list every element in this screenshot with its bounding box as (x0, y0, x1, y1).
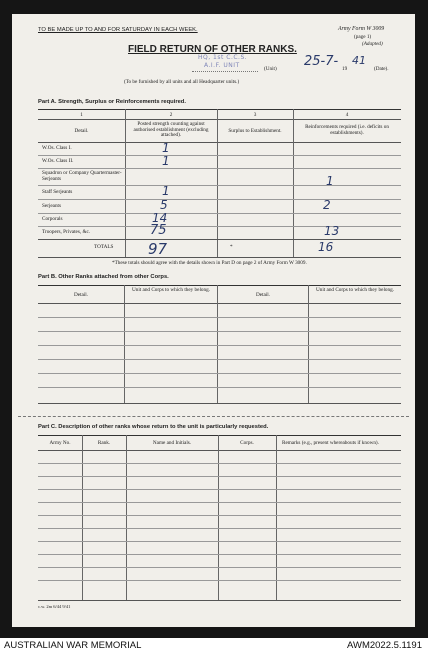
adapted-label: (Adapted) (362, 41, 383, 47)
row-reinf-sjt: 2 (323, 198, 331, 212)
row-label-sjt: Serjeants (42, 203, 62, 209)
part-c-row-divider (38, 502, 401, 503)
form-subtitle: (To be furnished by all units and all Headquarter units.) (124, 79, 240, 85)
part-a-bottom-rule (38, 257, 401, 258)
part-c-col-remarks: Remarks (e.g., present whereabouts if known). (282, 440, 379, 446)
row-label-pte: Troopers, Privates, &c. (42, 229, 91, 235)
part-b-vline-3 (308, 285, 309, 403)
part-b-row-divider (38, 317, 401, 318)
row-divider (38, 185, 401, 186)
part-c-row-divider (38, 580, 401, 581)
part-c-row-divider (38, 515, 401, 516)
form-id: Army Form W 3009 (338, 26, 385, 32)
unit-stamp-line2: A.I.F. UNIT (204, 62, 240, 69)
row-posted-cpl: 14 (152, 211, 168, 225)
row-reinf-pte: 13 (324, 224, 340, 238)
col-header-reinforcements: Reinforcements required (i.e. deficits on establishments). (305, 124, 389, 136)
archive-id: AWM2022.5.1191 (347, 640, 422, 651)
part-b-vline-1 (124, 285, 125, 403)
part-c-row-divider (38, 476, 401, 477)
part-b-vline-2 (217, 285, 218, 403)
row-posted-wo1: 1 (162, 141, 170, 155)
row-divider (38, 168, 401, 169)
part-c-top-rule (38, 435, 401, 436)
part-c-row-divider (38, 463, 401, 464)
part-c-row-divider (38, 528, 401, 529)
part-b-bottom-rule (38, 403, 401, 404)
part-b-col-detail-2: Detail. (256, 292, 270, 298)
part-b-row-divider (38, 331, 401, 332)
part-b-col-detail-1: Detail. (74, 292, 88, 298)
row-posted-staff-sjt: 1 (162, 184, 170, 198)
part-c-header-rule (38, 450, 401, 451)
part-b-row-divider (38, 345, 401, 346)
part-c-row-divider (38, 489, 401, 490)
part-a-vline-3 (293, 109, 294, 257)
part-c-bottom-rule (38, 600, 401, 601)
row-label-cpl: Corporals (42, 216, 63, 222)
form-title: FIELD RETURN OF OTHER RANKS. (128, 44, 297, 55)
part-c-col-corps: Corps. (240, 440, 254, 446)
row-divider (38, 213, 401, 214)
part-b-col-unit-2: Unit and Corps to which they belong. (316, 287, 394, 293)
handwritten-date: 25-7- (304, 54, 339, 69)
col-num-2: 2 (169, 112, 173, 118)
part-b-row-divider (38, 373, 401, 374)
col-num-1: 1 (80, 112, 83, 118)
part-c-row-divider (38, 541, 401, 542)
date-label: (Date). (374, 66, 389, 72)
col-header-posted: Posted strength counting against authorised establishment (excluding attached). (133, 121, 209, 139)
part-a-footnote: *These totals should agree with the details shown in Part D on page 2 of Army Form W 3009. (112, 260, 307, 266)
perforation-line (18, 416, 409, 417)
col-num-3: 3 (253, 112, 257, 118)
unit-dotted-line (192, 71, 258, 72)
part-c-vline-3 (218, 435, 219, 600)
part-c-row-divider (38, 567, 401, 568)
row-divider (38, 155, 401, 156)
row-divider (38, 199, 401, 200)
row-label-staff-sjt: Staff Serjeants (42, 189, 73, 195)
col-num-rule (38, 119, 401, 120)
row-label-wo1: W.Os. Class I. (42, 145, 72, 151)
header-rule (38, 142, 401, 143)
totals-surplus: * (230, 244, 233, 250)
part-a-top-rule (38, 109, 401, 110)
row-label-cqms: Squadron or Company Quartermaster-Serjeants (42, 170, 122, 182)
unit-stamp-line1: HQ, 1st C.C.S. (198, 54, 248, 61)
row-posted-sjt: 5 (160, 198, 168, 212)
col-num-4: 4 (345, 112, 349, 118)
col-header-detail: Detail. (74, 128, 89, 134)
part-c-row-divider (38, 554, 401, 555)
form-page: (page 1) (354, 34, 372, 40)
archive-name: AUSTRALIAN WAR MEMORIAL (4, 640, 142, 651)
totals-label: TOTALS (94, 244, 114, 250)
part-c-vline-4 (276, 435, 277, 600)
part-b-heading: Part B. Other Ranks attached from other Corps. (38, 274, 169, 280)
row-divider (38, 226, 401, 227)
totals-reinf: 16 (318, 240, 334, 254)
row-posted-wo2: 1 (162, 154, 170, 168)
unit-label: (Unit) (264, 66, 277, 72)
part-a-vline-2 (217, 109, 218, 257)
part-c-vline-2 (126, 435, 127, 600)
part-a-heading: Part A. Strength, Surplus or Reinforcements required. (38, 99, 186, 105)
part-c-heading: Part C. Description of other ranks whose return to the unit is particularly requested. (38, 424, 269, 430)
archive-footer (0, 638, 428, 653)
row-posted-pte: 75 (150, 223, 167, 238)
part-a-vline-1 (125, 109, 126, 257)
form-sheet (12, 14, 415, 627)
row-reinf-cqms: 1 (326, 174, 334, 188)
part-c-col-army-no: Army No. (49, 440, 71, 446)
part-b-row-divider (38, 359, 401, 360)
part-b-header-rule (38, 303, 401, 304)
part-b-row-divider (38, 387, 401, 388)
part-b-top-rule (38, 285, 401, 286)
row-label-wo2: W.Os. Class II. (42, 158, 74, 164)
print-code: c.w. 2m 6/44 9/41 (38, 604, 71, 609)
totals-posted: 97 (148, 240, 168, 258)
part-c-col-name: Name and Initials. (152, 440, 192, 446)
handwritten-year: 41 (352, 54, 366, 67)
row-divider (38, 239, 401, 240)
top-instruction: TO BE MADE UP TO AND FOR SATURDAY IN EACH WEEK. (38, 27, 198, 33)
part-b-col-unit-1: Unit and Corps to which they belong. (132, 287, 210, 293)
col-header-surplus: Surplus to Establishment. (228, 128, 282, 134)
part-c-vline-1 (82, 435, 83, 600)
year-prefix: 19 (342, 66, 348, 72)
part-c-col-rank: Rank. (97, 440, 111, 446)
